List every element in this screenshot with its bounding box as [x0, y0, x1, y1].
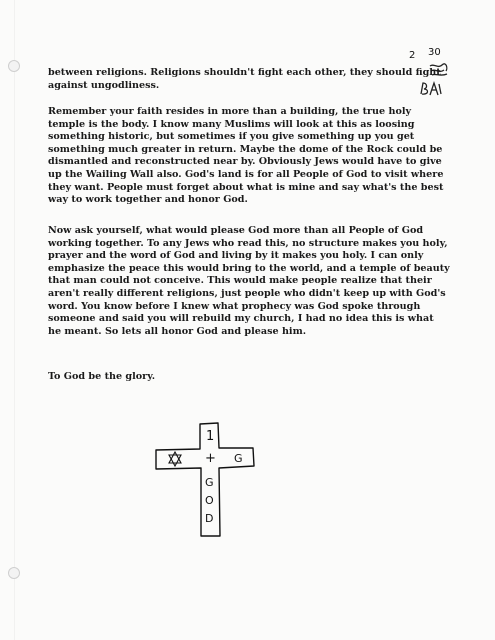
punch-hole: [8, 567, 20, 579]
cross-letter-g: G: [205, 476, 214, 489]
handwritten-count: 30: [428, 47, 441, 58]
paragraph: Remember your faith resides in more than a building, the true holy temple is the body. I know many Muslims will look at this as loosing something historic, but sometimes if you give something up you get something much greater in return. Maybe the dome of the Rock could be dismantled and reconstructed near by. Obviously Jews would have to give up the Wailing Wall also. God's land is for all People of God to visit where they want. People must forget about what is mine and say what's the best way to work together and honor God.: [48, 106, 444, 206]
paragraph: between religions. Religions shouldn't fight each other, they should fight against ungodliness.: [48, 67, 441, 91]
cross-letter-o: O: [205, 494, 214, 507]
paragraph: Now ask yourself, what would please God more than all People of God working together. To any Jews who read this, no structure makes you holy, prayer and the word of God and living by it makes you holy. I can only emphasize the peace this would bring to the world, and a temple of beauty that man could not conceive. This would make people realize that their aren't really different religions, just people who didn't keep up with God's word. You know before I knew what prophecy was God spoke through someone and said you will rebuild my church, I had no idea this is what he meant. So lets all honor God and please him.: [48, 225, 450, 337]
closing-line: To God be the glory.: [48, 371, 156, 382]
star-of-david-icon: [169, 452, 181, 466]
cross-plus-sign: +: [205, 451, 216, 466]
punch-hole: [8, 60, 20, 72]
cross-letter-d: D: [205, 512, 214, 525]
cross-top-label: 1: [206, 429, 215, 444]
handwritten-page-number: 2: [409, 50, 416, 61]
page-edge: [14, 0, 15, 640]
hand-drawn-cross: [150, 420, 270, 540]
cross-right-arm-letter: G: [234, 452, 243, 465]
